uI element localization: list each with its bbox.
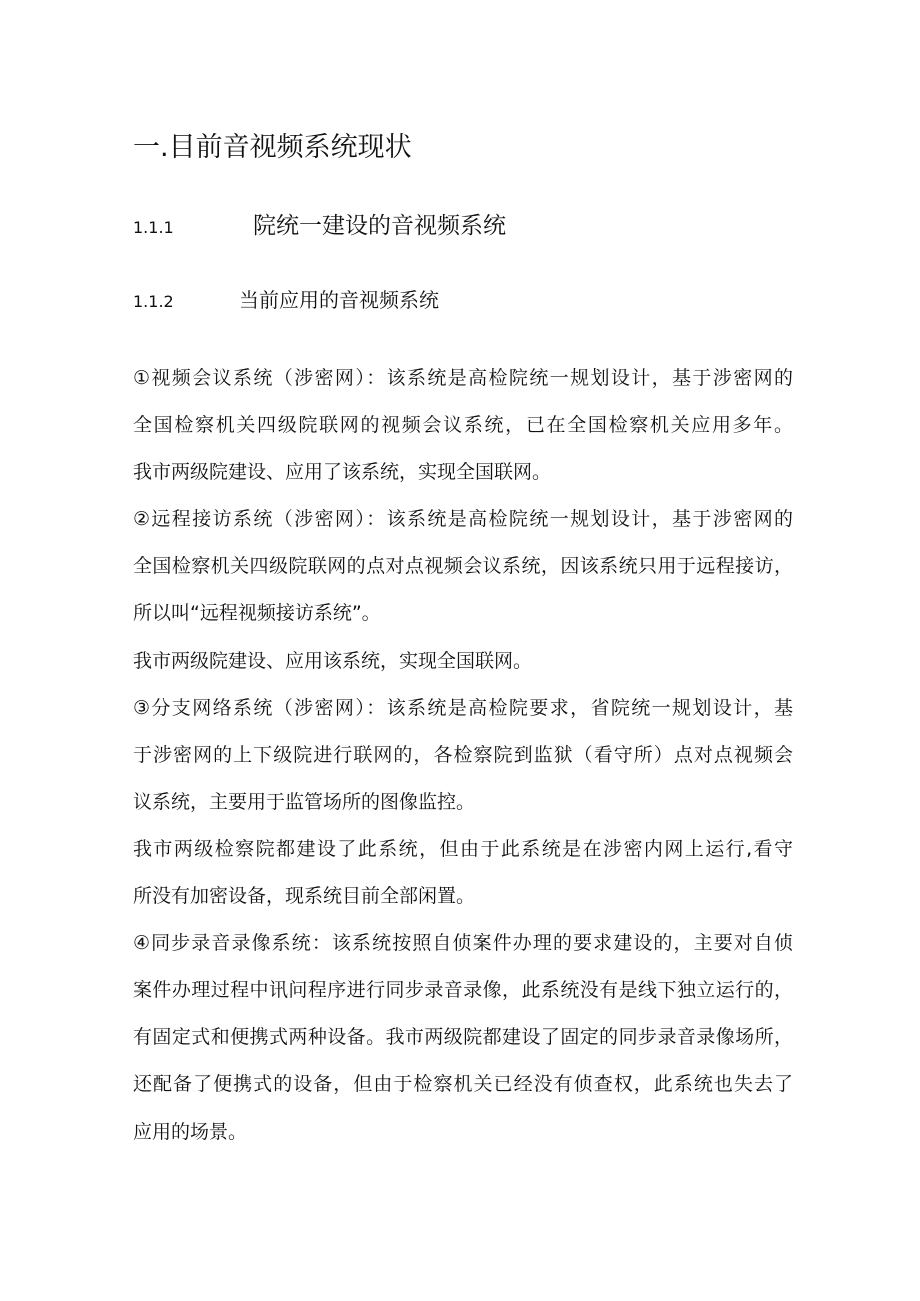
section-heading-1-1-1	[133, 208, 506, 246]
text-line: ②远程接访系统（涉密网）：该系统是高检院统一规划设计，基于涉密网的	[133, 508, 793, 531]
text-line: ③分支网络系统（涉密网）：该系统是高检院要求，省院统一规划设计，基	[133, 696, 793, 719]
text-line: 有固定式和便携式两种设备。我市两级院都建设了固定的同步录音录像场所，	[133, 1026, 793, 1049]
text-line: ①视频会议系统（涉密网）：该系统是高检院统一规划设计，基于涉密网的	[133, 367, 793, 389]
text-line: 我市两级院建设、应用了该系统，实现全国联网。	[133, 461, 552, 484]
text-line: 全国检察机关四级院联网的视频会议系统，已在全国检察机关应用多年。	[133, 414, 793, 437]
text-line: 我市两级检察院都建设了此系统，但由于此系统是在涉密内网上运行,看守	[133, 837, 793, 860]
text-line: 我市两级院建设、应用该系统，实现全国联网。	[133, 649, 533, 672]
text-line: 应用的场景。	[133, 1120, 248, 1143]
text-line: ④同步录音录像系统：该系统按照自侦案件办理的要求建设的，主要对自侦	[133, 932, 793, 955]
section-title: 当前应用的音视频系统	[239, 288, 439, 312]
text-line: 案件办理过程中讯问程序进行同步录音录像，此系统没有是线下独立运行的，	[133, 979, 793, 1002]
section-heading-1-1-2	[133, 282, 439, 320]
section-title: 院统一建设的音视频系统	[253, 213, 506, 239]
text-line: 所没有加密设备，现系统目前全部闲置。	[133, 885, 476, 908]
text-line: 还配备了便携式的设备，但由于检察机关已经没有侦查权，此系统也失去了	[133, 1073, 793, 1096]
text-line: 全国检察机关四级院联网的点对点视频会议系统，因该系统只用于远程接访，	[133, 555, 793, 578]
chapter-heading: 一.目前音视频系统现状	[133, 132, 412, 163]
text-line: 于涉密网的上下级院进行联网的，各检察院到监狱（看守所）点对点视频会	[133, 743, 793, 766]
body-text	[133, 355, 793, 1156]
section-number: 1.1.2	[133, 292, 174, 311]
text-line: 所以叫“远程视频接访系统”。	[133, 602, 381, 625]
section-number: 1.1.1	[133, 218, 174, 237]
text-line: 议系统，主要用于监管场所的图像监控。	[133, 790, 476, 813]
